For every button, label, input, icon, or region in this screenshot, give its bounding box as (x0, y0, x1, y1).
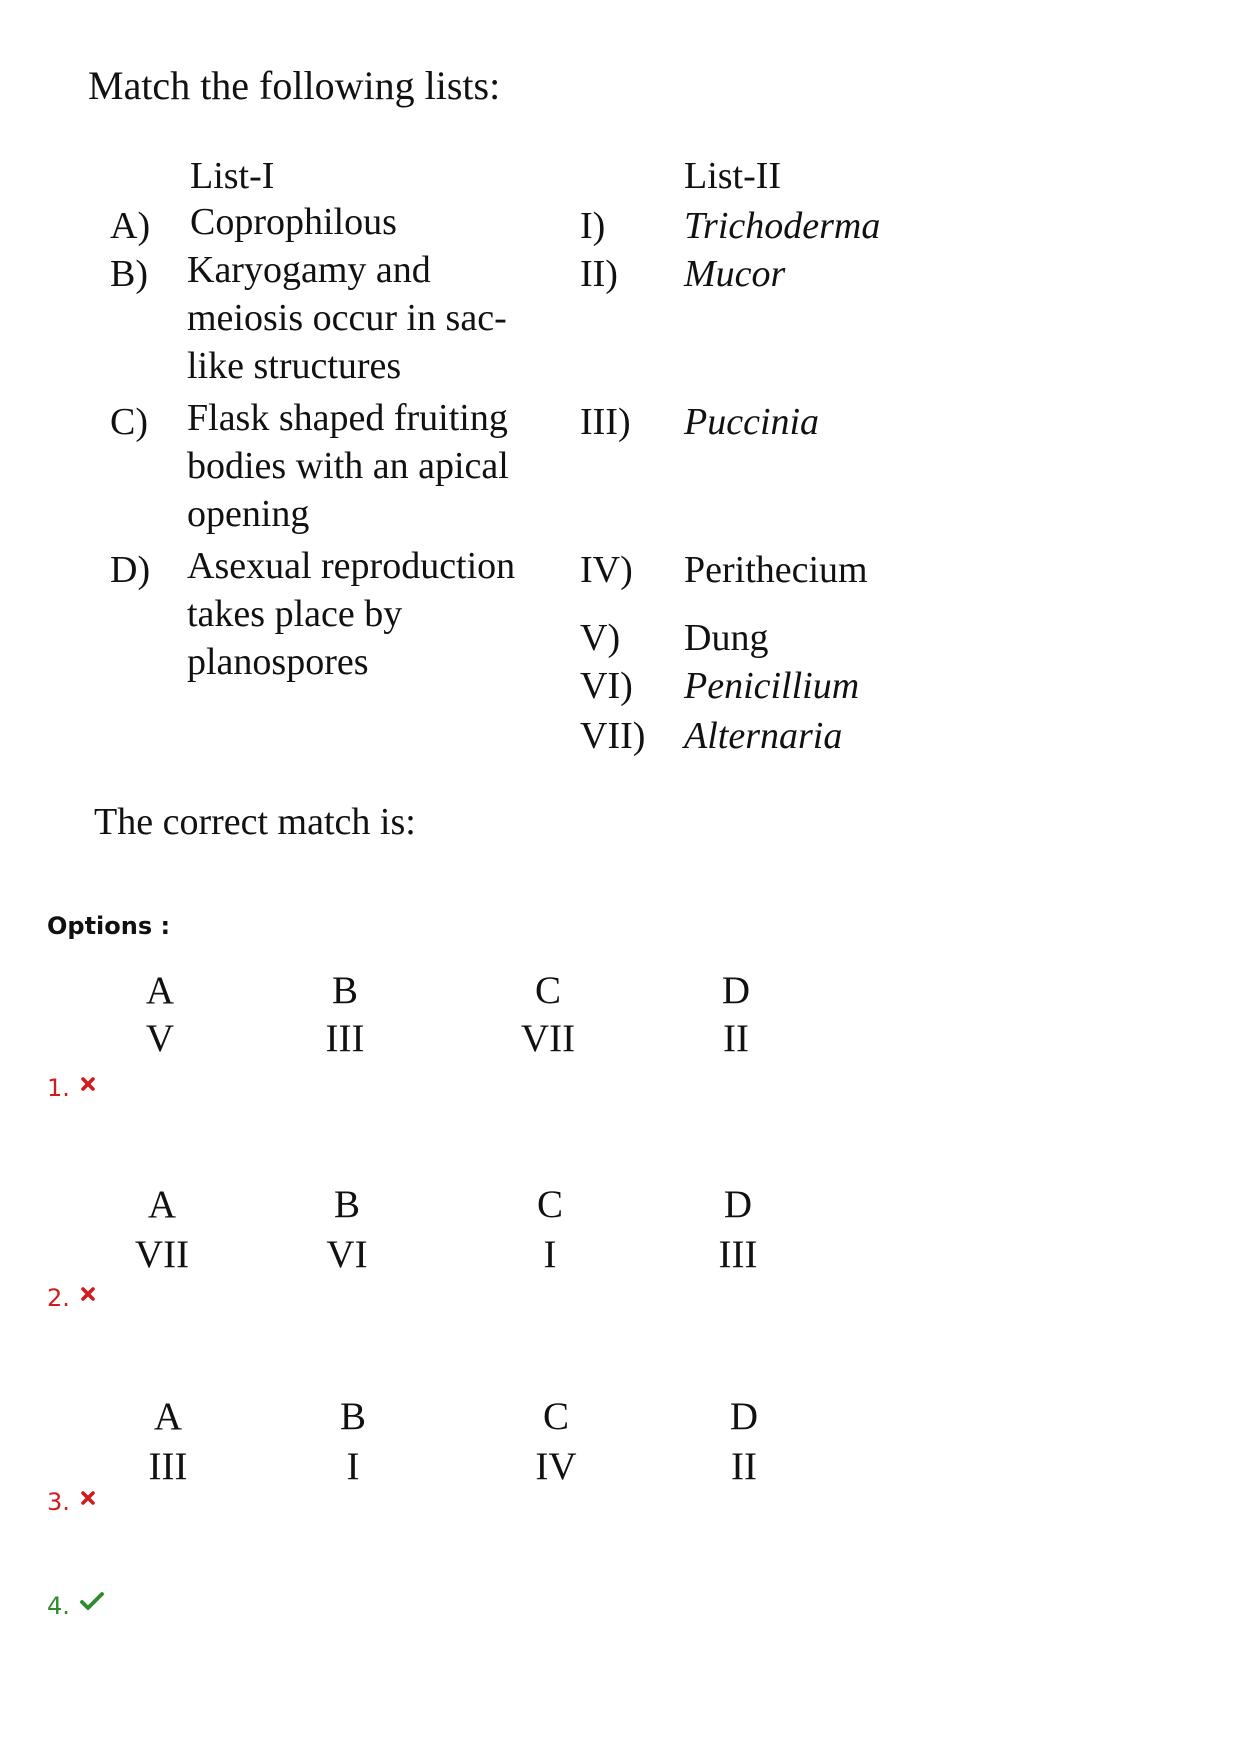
options-heading: Options : (47, 912, 171, 940)
option-1-value-c: VII (520, 1017, 576, 1060)
option-2-header-d: D (723, 1183, 753, 1226)
option-2-value-a: VII (134, 1233, 190, 1276)
list2-item-vi: Penicillium (684, 665, 860, 707)
list1-label-c: C) (110, 401, 148, 443)
option-3-value-a: III (148, 1445, 188, 1488)
option-1-value-a: V (145, 1017, 175, 1060)
option-2-value-c: I (543, 1233, 557, 1276)
option-2-value-b: VI (326, 1233, 368, 1276)
option-2-header-b: B (333, 1183, 360, 1226)
option-3-number: 3. (47, 1488, 70, 1516)
answer-prompt: The correct match is: (94, 801, 416, 843)
option-4-number: 4. (47, 1592, 70, 1620)
option-1-header-b: B (331, 969, 358, 1012)
cross-icon (80, 1484, 96, 1512)
list1-item-a: Coprophilous (190, 201, 397, 243)
option-3-value-d: II (731, 1445, 757, 1488)
option-2-grid (0, 1182, 758, 1282)
option-3-grid (0, 1394, 759, 1494)
option-4-marker[interactable] (47, 1588, 104, 1620)
option-1-header-d: D (721, 969, 751, 1012)
option-2-number: 2. (47, 1284, 70, 1312)
option-1-number: 1. (47, 1074, 70, 1102)
list2-item-vii: Alternaria (684, 715, 843, 757)
list2-item-i: Trichoderma (684, 205, 881, 247)
option-1-marker[interactable] (47, 1070, 96, 1102)
list2-label-vi: VI) (580, 665, 633, 707)
option-2-header-c: C (536, 1183, 563, 1226)
list2-label-i: I) (580, 205, 606, 247)
option-3-header-c: C (542, 1395, 569, 1438)
cross-icon (80, 1280, 96, 1308)
list1-item-d: Asexual reproduction takes place by planospores (187, 545, 516, 683)
list2-item-iv: Perithecium (684, 549, 868, 591)
option-3-header-b: B (339, 1395, 366, 1438)
check-icon (80, 1588, 104, 1616)
list1-label-b: B) (110, 253, 148, 295)
list1-label-d: D) (110, 549, 151, 591)
list1-item-b: Karyogamy and meiosis occur in sac-like structures (187, 249, 507, 387)
cross-icon (80, 1070, 96, 1098)
list2-item-iii: Puccinia (684, 401, 820, 443)
option-1-grid (0, 968, 751, 1068)
list2-item-v: Dung (684, 617, 769, 659)
list2-label-iv: IV) (580, 549, 633, 591)
option-3-header-a: A (153, 1395, 183, 1438)
list2-item-ii: Mucor (684, 253, 786, 295)
option-3-value-c: IV (535, 1445, 577, 1488)
option-1-value-d: II (723, 1017, 749, 1060)
option-3-marker[interactable] (47, 1484, 96, 1516)
list2-label-vii: VII) (580, 715, 646, 757)
option-1-header-a: A (145, 969, 175, 1012)
list1-header: List-I (190, 155, 275, 197)
option-1-value-b: III (325, 1017, 365, 1060)
option-2-marker[interactable] (47, 1280, 96, 1312)
option-3-value-b: I (346, 1445, 360, 1488)
list2-header: List-II (684, 155, 782, 197)
list1-item-c: Flask shaped fruiting bodies with an apical opening (187, 397, 509, 535)
option-1-header-c: C (534, 969, 561, 1012)
list2-label-iii: III) (580, 401, 631, 443)
list1-label-a: A) (110, 205, 151, 247)
list2-label-ii: II) (580, 253, 618, 295)
question-title: Match the following lists: (88, 63, 501, 108)
option-2-value-d: III (718, 1233, 758, 1276)
option-3-header-d: D (729, 1395, 759, 1438)
list2-label-v: V) (580, 617, 621, 659)
option-2-header-a: A (147, 1183, 177, 1226)
